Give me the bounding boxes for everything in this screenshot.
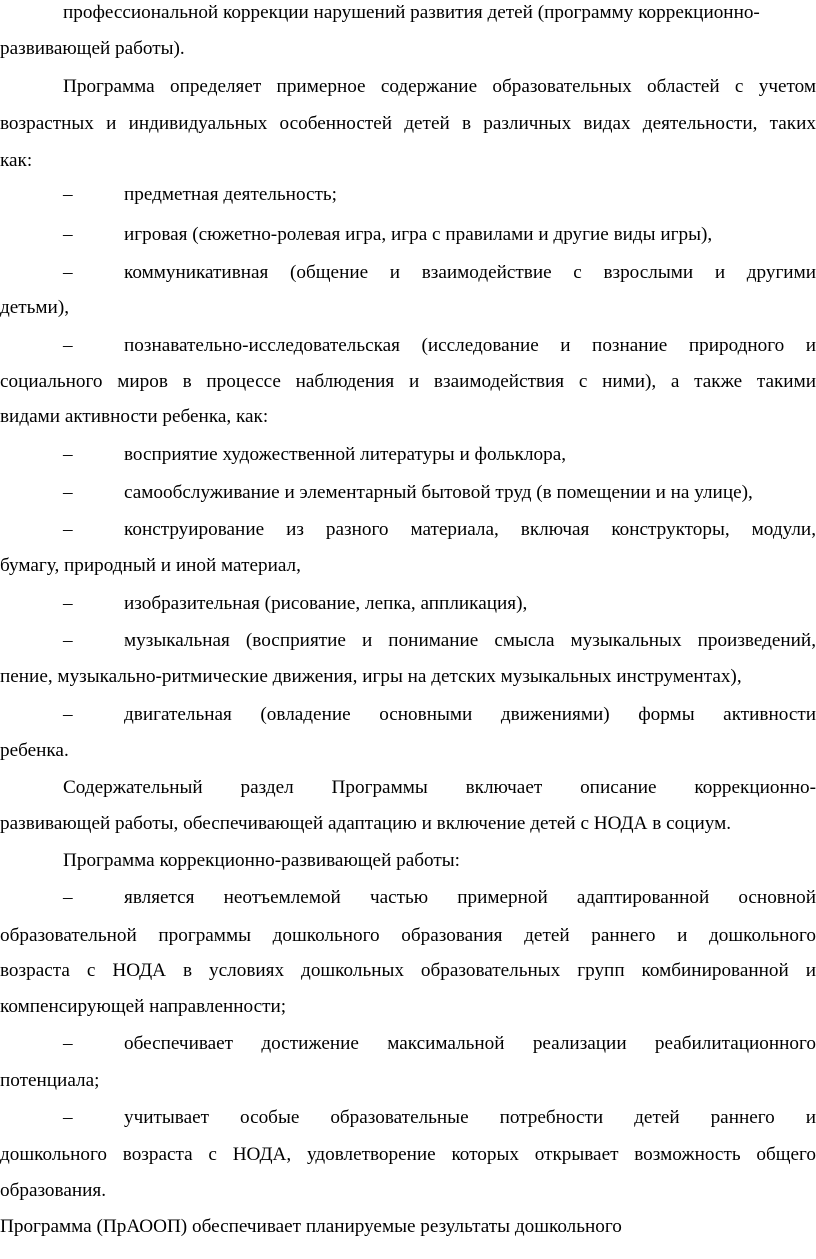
text-line: Программа коррекционно-развивающей работы: xyxy=(63,850,460,871)
text-line: компенсирующей направленности; xyxy=(0,996,287,1017)
dash-bullet: – xyxy=(63,224,73,245)
list-item xyxy=(0,629,816,655)
text-line: потенциала; xyxy=(0,1070,100,1091)
text-line: Программа определяет примерное содержание образовательных областей с учетом xyxy=(63,76,816,97)
list-item-text: коммуникативная (общение и взаимодействие с взрослыми и другими xyxy=(124,262,816,283)
dash-bullet: – xyxy=(63,887,73,908)
text-line: профессиональной коррекции нарушений развития детей (программу коррекционно- xyxy=(63,2,760,23)
list-item xyxy=(0,886,816,912)
dash-bullet: – xyxy=(63,335,73,356)
text-line: образования. xyxy=(0,1180,107,1201)
text-line: социального миров в процессе наблюдения и взаимодействия с ними), а также такими xyxy=(0,371,816,392)
list-item-text: двигательная (овладение основными движениями) формы активности xyxy=(124,704,816,725)
list-item xyxy=(0,703,816,729)
list-item-text: является неотъемлемой частью примерной адаптированной основной xyxy=(124,887,816,908)
list-item-text: изобразительная (рисование, лепка, аппликация), xyxy=(124,593,528,614)
list-item xyxy=(0,1032,816,1058)
list-item-text: конструирование из разного материала, включая конструкторы, модули, xyxy=(124,519,816,540)
text-line: как: xyxy=(0,150,33,171)
list-item xyxy=(0,223,816,249)
list-item-text: восприятие художественной литературы и фольклора, xyxy=(124,444,567,465)
dash-bullet: – xyxy=(63,444,73,465)
text-line: образовательной программы дошкольного образования детей раннего и дошкольного xyxy=(0,925,816,946)
dash-bullet: – xyxy=(63,262,73,283)
dash-bullet: – xyxy=(63,1107,73,1128)
list-item-text: предметная деятельность; xyxy=(124,184,337,205)
text-line: бумагу, природный и иной материал, xyxy=(0,555,301,576)
list-item-text: учитывает особые образовательные потребности детей раннего и xyxy=(124,1107,816,1128)
list-item xyxy=(0,1106,816,1132)
text-line: Содержательный раздел Программы включает описание коррекционно- xyxy=(63,777,816,798)
text-line: развивающей работы, обеспечивающей адаптацию и включение детей с НОДА в социум. xyxy=(0,813,732,834)
list-item-text: познавательно-исследовательская (исследование и познание природного и xyxy=(124,335,816,356)
list-item xyxy=(0,443,816,469)
dash-bullet: – xyxy=(63,630,73,651)
list-item-text: музыкальная (восприятие и понимание смысла музыкальных произведений, xyxy=(124,630,816,651)
list-item-text: игровая (сюжетно-ролевая игра, игра с правилами и другие виды игры), xyxy=(124,224,713,245)
text-line: пение, музыкально-ритмические движения, игры на детских музыкальных инструментах), xyxy=(0,666,742,687)
list-item xyxy=(0,261,816,287)
text-line: Программа (ПрАООП) обеспечивает планируемые результаты дошкольного xyxy=(0,1216,622,1237)
text-line: дошкольного возраста с НОДА, удовлетворение которых открывает возможность общего xyxy=(0,1144,816,1165)
list-item-text: обеспечивает достижение максимальной реализации реабилитационного xyxy=(124,1033,816,1054)
text-line: детьми), xyxy=(0,297,70,318)
dash-bullet: – xyxy=(63,519,73,540)
text-line: видами активности ребенка, как: xyxy=(0,406,269,427)
list-item xyxy=(0,481,816,507)
list-item xyxy=(0,592,816,618)
dash-bullet: – xyxy=(63,184,73,205)
dash-bullet: – xyxy=(63,1033,73,1054)
text-line: ребенка. xyxy=(0,740,69,761)
list-item-text: самообслуживание и элементарный бытовой труд (в помещении и на улице), xyxy=(124,482,753,503)
dash-bullet: – xyxy=(63,704,73,725)
dash-bullet: – xyxy=(63,482,73,503)
list-item xyxy=(0,518,816,544)
text-line: возрастных и индивидуальных особенностей детей в различных видах деятельности, таких xyxy=(0,113,816,134)
dash-bullet: – xyxy=(63,593,73,614)
list-item xyxy=(0,183,816,209)
list-item xyxy=(0,334,816,360)
text-line: возраста с НОДА в условиях дошкольных образовательных групп комбинированной и xyxy=(0,960,816,981)
text-line: развивающей работы). xyxy=(0,38,185,59)
